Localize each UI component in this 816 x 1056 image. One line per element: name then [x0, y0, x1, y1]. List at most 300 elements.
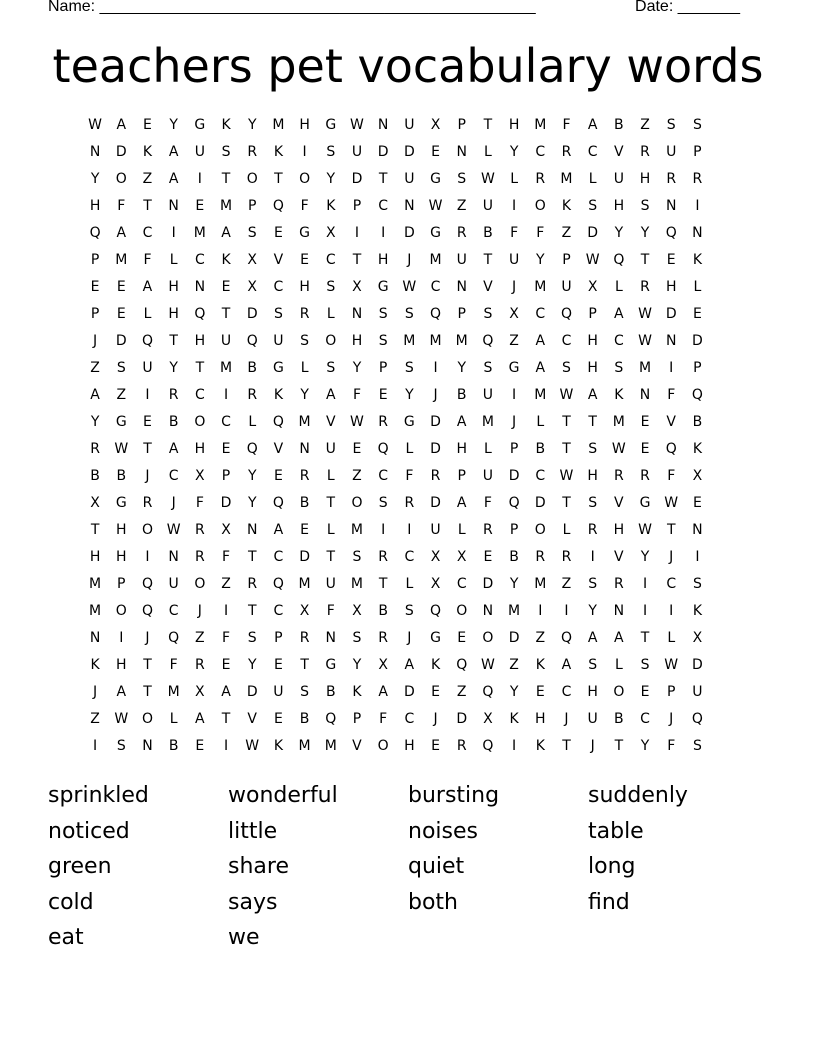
- grid-letter: A: [168, 441, 179, 457]
- grid-letter: B: [247, 360, 258, 376]
- grid-letter: G: [115, 414, 127, 430]
- grid-letter: D: [665, 306, 677, 322]
- grid-letter: P: [457, 306, 466, 322]
- grid-letter: Y: [405, 387, 414, 403]
- grid-letter: G: [272, 360, 284, 376]
- grid-letter: T: [143, 684, 152, 700]
- grid-letter: R: [692, 171, 703, 187]
- grid-letter: Y: [509, 576, 519, 592]
- grid-letter: T: [247, 549, 257, 565]
- grid-row: [82, 706, 711, 733]
- grid-letter: K: [90, 657, 100, 673]
- grid-letter: W: [350, 414, 364, 430]
- grid-letter: F: [562, 117, 571, 133]
- grid-letter: Q: [456, 657, 468, 673]
- grid-letter: N: [692, 522, 703, 538]
- grid-letter: I: [669, 603, 674, 619]
- grid-letter: T: [378, 576, 388, 592]
- grid-letter: I: [407, 522, 412, 538]
- grid-letter: T: [326, 549, 336, 565]
- grid-letter: T: [221, 171, 231, 187]
- grid-letter: I: [223, 387, 229, 403]
- grid-letter: S: [247, 630, 257, 646]
- grid-letter: G: [325, 657, 337, 673]
- grid-letter: U: [194, 144, 205, 160]
- grid-letter: H: [194, 441, 206, 457]
- grid-letter: O: [115, 603, 127, 619]
- grid-row: [82, 598, 711, 625]
- grid-letter: D: [115, 144, 127, 160]
- grid-letter: A: [273, 522, 284, 538]
- grid-letter: Q: [691, 387, 703, 403]
- grid-letter: L: [510, 171, 518, 187]
- grid-letter: D: [246, 306, 258, 322]
- grid-letter: X: [325, 225, 336, 241]
- grid-letter: A: [116, 225, 127, 241]
- grid-letter: D: [456, 711, 468, 727]
- grid-letter: H: [456, 441, 467, 457]
- grid-letter: B: [509, 549, 519, 565]
- grid-letter: E: [692, 306, 702, 322]
- grid-letter: M: [403, 333, 416, 349]
- grid-letter: O: [482, 630, 494, 646]
- grid-letter: C: [325, 252, 336, 268]
- grid-letter: W: [480, 171, 495, 187]
- grid-letter: H: [587, 684, 598, 700]
- word-list-item: eat: [48, 925, 84, 950]
- grid-letter: D: [220, 495, 232, 511]
- grid-letter: Z: [456, 684, 467, 700]
- grid-letter: L: [484, 144, 492, 160]
- grid-letter: M: [534, 576, 547, 592]
- grid-row: [82, 382, 711, 409]
- grid-letter: R: [194, 549, 205, 565]
- grid-letter: T: [143, 441, 152, 457]
- grid-letter: Y: [326, 171, 336, 187]
- grid-letter: T: [90, 522, 100, 538]
- grid-letter: O: [456, 603, 468, 619]
- grid-letter: N: [665, 198, 677, 214]
- grid-letter: D: [430, 495, 441, 511]
- grid-letter: V: [325, 414, 336, 430]
- grid-letter: C: [221, 414, 231, 430]
- grid-letter: T: [143, 657, 152, 673]
- grid-letter: O: [377, 738, 389, 754]
- grid-letter: Z: [509, 657, 519, 673]
- grid-letter: I: [512, 198, 517, 214]
- word-list-item: find: [588, 889, 630, 915]
- grid-letter: M: [298, 414, 311, 430]
- date-field-label: Date: _______: [635, 0, 740, 15]
- grid-letter: N: [168, 549, 179, 565]
- grid-letter: R: [247, 387, 258, 403]
- grid-letter: W: [585, 252, 600, 268]
- header: [48, 0, 740, 20]
- grid-letter: N: [665, 333, 677, 349]
- grid-letter: F: [379, 711, 388, 727]
- word-list-item: table: [588, 818, 644, 844]
- grid-letter: N: [639, 387, 651, 403]
- grid-letter: E: [273, 225, 283, 241]
- grid-letter: K: [221, 117, 231, 133]
- grid-letter: L: [143, 306, 152, 322]
- grid-letter: F: [326, 603, 335, 619]
- grid-letter: C: [613, 333, 624, 349]
- grid-letter: A: [325, 387, 336, 403]
- grid-letter: B: [456, 387, 467, 403]
- grid-letter: G: [299, 225, 311, 241]
- grid-letter: E: [457, 630, 467, 646]
- grid-letter: M: [350, 522, 364, 538]
- grid-letter: T: [378, 171, 388, 187]
- grid-letter: B: [299, 495, 310, 511]
- grid-letter: R: [613, 468, 624, 484]
- grid-letter: C: [430, 279, 441, 295]
- grid-letter: A: [116, 684, 127, 700]
- grid-letter: K: [561, 198, 572, 214]
- grid-letter: R: [194, 657, 205, 673]
- grid-letter: C: [666, 576, 677, 592]
- grid-letter: U: [220, 333, 232, 349]
- grid-letter: V: [614, 144, 624, 160]
- grid-letter: L: [562, 522, 571, 538]
- grid-letter: C: [404, 711, 415, 727]
- grid-letter: I: [669, 360, 674, 376]
- grid-letter: M: [350, 576, 364, 592]
- grid-letter: F: [169, 657, 178, 673]
- grid-letter: D: [299, 549, 310, 565]
- grid-letter: E: [195, 198, 205, 214]
- word-list-item: suddenly: [588, 783, 688, 808]
- grid-row: [82, 166, 711, 193]
- grid-letter: J: [669, 711, 674, 727]
- grid-letter: M: [219, 198, 233, 214]
- grid-letter: L: [326, 522, 335, 538]
- grid-letter: P: [693, 360, 702, 376]
- grid-letter: F: [667, 738, 676, 754]
- grid-letter: J: [669, 549, 674, 565]
- grid-letter: F: [117, 198, 126, 214]
- grid-letter: U: [325, 576, 336, 592]
- grid-letter: I: [695, 549, 700, 565]
- grid-letter: K: [509, 711, 519, 727]
- grid-letter: E: [640, 414, 650, 430]
- grid-letter: L: [693, 279, 702, 295]
- grid-letter: A: [587, 117, 598, 133]
- grid-letter: R: [142, 495, 153, 511]
- grid-letter: U: [613, 171, 624, 187]
- grid-letter: X: [195, 684, 205, 700]
- grid-letter: B: [378, 603, 388, 619]
- grid-letter: P: [693, 144, 702, 160]
- grid-letter: P: [457, 117, 466, 133]
- grid-letter: J: [512, 279, 517, 295]
- grid-letter: K: [273, 738, 283, 754]
- grid-letter: P: [117, 576, 126, 592]
- grid-letter: W: [350, 117, 364, 133]
- grid-letter: L: [614, 657, 623, 673]
- grid-letter: Q: [377, 441, 389, 457]
- grid-letter: I: [119, 630, 124, 646]
- grid-letter: N: [404, 198, 415, 214]
- grid-letter: S: [326, 279, 336, 295]
- grid-letter: A: [221, 225, 231, 241]
- grid-letter: L: [405, 576, 414, 592]
- grid-letter: H: [299, 117, 310, 133]
- grid-letter: Z: [90, 360, 100, 376]
- grid-letter: L: [484, 441, 492, 457]
- grid-letter: E: [431, 144, 440, 160]
- grid-letter: Q: [430, 603, 442, 619]
- grid-letter: O: [325, 333, 337, 349]
- grid-letter: M: [167, 684, 180, 700]
- grid-letter: T: [221, 711, 231, 727]
- word-list-item: little: [228, 818, 278, 844]
- grid-letter: H: [116, 549, 127, 565]
- grid-letter: W: [559, 387, 574, 403]
- grid-letter: N: [299, 441, 310, 457]
- grid-letter: J: [590, 738, 595, 754]
- grid-letter: W: [638, 306, 652, 322]
- grid-letter: O: [299, 171, 311, 187]
- grid-letter: H: [377, 252, 389, 268]
- grid-letter: R: [561, 549, 572, 565]
- grid-letter: O: [246, 171, 258, 187]
- grid-letter: C: [456, 576, 467, 592]
- grid-letter: N: [325, 630, 337, 646]
- grid-letter: A: [587, 630, 598, 646]
- grid-letter: W: [638, 333, 652, 349]
- grid-letter: X: [352, 279, 362, 295]
- grid-letter: C: [561, 684, 572, 700]
- grid-letter: L: [300, 360, 309, 376]
- grid-letter: S: [300, 684, 310, 700]
- grid-letter: L: [169, 252, 178, 268]
- grid-letter: L: [588, 171, 597, 187]
- grid-letter: M: [324, 738, 337, 754]
- grid-letter: W: [428, 198, 443, 214]
- grid-letter: T: [588, 414, 597, 430]
- grid-letter: U: [273, 684, 284, 700]
- grid-letter: G: [403, 414, 415, 430]
- grid-letter: P: [247, 198, 257, 214]
- grid-letter: D: [482, 576, 494, 592]
- grid-letter: L: [248, 414, 257, 430]
- grid-letter: N: [456, 279, 467, 295]
- grid-row: [82, 301, 711, 328]
- grid-letter: S: [352, 630, 362, 646]
- grid-letter: E: [666, 252, 676, 268]
- grid-letter: U: [692, 684, 703, 700]
- grid-letter: I: [381, 522, 386, 538]
- grid-letter: I: [223, 738, 229, 754]
- word-search-grid: [82, 112, 711, 760]
- grid-letter: T: [169, 333, 178, 349]
- grid-letter: Y: [614, 225, 624, 241]
- grid-letter: E: [143, 414, 152, 430]
- grid-letter: D: [351, 171, 363, 187]
- grid-letter: M: [429, 333, 442, 349]
- grid-letter: N: [351, 306, 363, 322]
- grid-row: [82, 436, 711, 463]
- grid-letter: M: [272, 117, 285, 133]
- grid-letter: M: [508, 603, 521, 619]
- grid-letter: B: [116, 468, 127, 484]
- grid-letter: M: [481, 414, 494, 430]
- grid-letter: X: [509, 306, 519, 322]
- grid-letter: R: [299, 306, 310, 322]
- grid-letter: I: [512, 738, 517, 754]
- grid-letter: Q: [482, 333, 494, 349]
- grid-letter: X: [430, 576, 441, 592]
- grid-letter: R: [456, 738, 467, 754]
- grid-letter: Z: [352, 468, 362, 484]
- grid-letter: A: [168, 144, 179, 160]
- grid-letter: J: [145, 468, 150, 484]
- grid-letter: Q: [141, 603, 153, 619]
- grid-row: [82, 409, 711, 436]
- grid-letter: R: [194, 522, 205, 538]
- grid-letter: A: [614, 306, 624, 322]
- grid-letter: I: [354, 225, 360, 241]
- word-list-item: both: [408, 889, 458, 915]
- grid-letter: P: [666, 684, 676, 700]
- grid-letter: F: [300, 198, 309, 214]
- grid-letter: P: [90, 306, 100, 322]
- grid-letter: Q: [691, 711, 703, 727]
- grid-letter: A: [535, 360, 546, 376]
- grid-letter: F: [536, 225, 545, 241]
- grid-letter: Z: [456, 198, 467, 214]
- grid-letter: I: [381, 225, 386, 241]
- grid-letter: E: [273, 657, 283, 673]
- grid-letter: E: [535, 684, 545, 700]
- grid-letter: D: [508, 468, 520, 484]
- grid-letter: Q: [482, 684, 494, 700]
- grid-letter: S: [326, 360, 336, 376]
- grid-letter: Z: [221, 576, 231, 592]
- grid-letter: S: [483, 360, 493, 376]
- grid-letter: S: [692, 117, 702, 133]
- grid-letter: E: [273, 468, 283, 484]
- grid-letter: H: [299, 279, 310, 295]
- grid-letter: E: [116, 306, 126, 322]
- grid-letter: J: [512, 414, 517, 430]
- grid-letter: M: [89, 603, 102, 619]
- grid-letter: R: [613, 576, 624, 592]
- grid-letter: M: [193, 225, 206, 241]
- grid-letter: T: [562, 441, 571, 457]
- grid-letter: R: [483, 522, 493, 538]
- grid-row: [82, 625, 711, 652]
- grid-letter: E: [143, 117, 152, 133]
- grid-letter: R: [247, 144, 258, 160]
- grid-letter: U: [351, 144, 363, 160]
- grid-letter: Z: [195, 630, 205, 646]
- grid-letter: X: [456, 549, 467, 565]
- grid-letter: D: [403, 684, 415, 700]
- grid-row: [82, 139, 711, 166]
- grid-row: [82, 247, 711, 274]
- grid-letter: X: [692, 468, 703, 484]
- grid-row: [82, 490, 711, 517]
- grid-letter: O: [194, 414, 206, 430]
- grid-letter: Q: [482, 738, 494, 754]
- grid-letter: Q: [89, 225, 101, 241]
- word-list-item: share: [228, 854, 289, 879]
- grid-letter: R: [404, 495, 415, 511]
- grid-letter: U: [404, 117, 415, 133]
- grid-letter: I: [590, 549, 595, 565]
- grid-letter: J: [564, 711, 569, 727]
- grid-letter: S: [483, 306, 493, 322]
- grid-letter: H: [587, 468, 598, 484]
- grid-letter: F: [352, 387, 361, 403]
- grid-letter: S: [352, 549, 362, 565]
- grid-letter: J: [93, 333, 98, 349]
- grid-letter: A: [456, 495, 467, 511]
- grid-letter: D: [403, 144, 415, 160]
- grid-letter: L: [457, 522, 466, 538]
- grid-letter: T: [300, 657, 309, 673]
- grid-letter: E: [378, 387, 388, 403]
- grid-letter: X: [587, 279, 598, 295]
- grid-letter: F: [510, 225, 519, 241]
- grid-letter: V: [247, 711, 257, 727]
- grid-row: [82, 274, 711, 301]
- grid-letter: Y: [588, 603, 597, 619]
- grid-letter: K: [692, 441, 702, 457]
- grid-letter: E: [483, 549, 493, 565]
- grid-letter: P: [588, 306, 597, 322]
- grid-letter: T: [614, 738, 624, 754]
- name-field-label: Name: _________________________________________________: [48, 0, 536, 15]
- word-list-item: we: [228, 925, 260, 950]
- grid-row: [82, 517, 711, 544]
- grid-letter: I: [695, 198, 700, 214]
- grid-letter: U: [587, 711, 598, 727]
- grid-letter: O: [141, 711, 153, 727]
- grid-letter: H: [89, 198, 101, 214]
- grid-letter: G: [430, 225, 441, 241]
- grid-letter: U: [561, 279, 572, 295]
- grid-letter: D: [534, 495, 546, 511]
- grid-letter: B: [168, 414, 179, 430]
- grid-letter: X: [247, 279, 258, 295]
- grid-letter: Y: [509, 144, 519, 160]
- grid-letter: H: [639, 171, 651, 187]
- grid-letter: I: [223, 603, 229, 619]
- grid-letter: J: [407, 252, 412, 268]
- grid-letter: M: [612, 414, 625, 430]
- grid-letter: Q: [272, 414, 284, 430]
- word-list-item: wonderful: [228, 783, 338, 808]
- word-list-item: quiet: [408, 854, 465, 879]
- grid-letter: C: [168, 603, 179, 619]
- grid-letter: P: [457, 468, 466, 484]
- grid-letter: B: [325, 684, 336, 700]
- grid-letter: Q: [560, 306, 572, 322]
- grid-letter: Y: [457, 360, 466, 376]
- grid-letter: Y: [640, 225, 650, 241]
- grid-letter: S: [404, 306, 414, 322]
- grid-letter: F: [222, 549, 231, 565]
- grid-letter: L: [667, 630, 676, 646]
- grid-letter: K: [535, 657, 545, 673]
- grid-letter: Y: [247, 117, 257, 133]
- grid-letter: Y: [90, 414, 100, 430]
- grid-letter: A: [561, 657, 572, 673]
